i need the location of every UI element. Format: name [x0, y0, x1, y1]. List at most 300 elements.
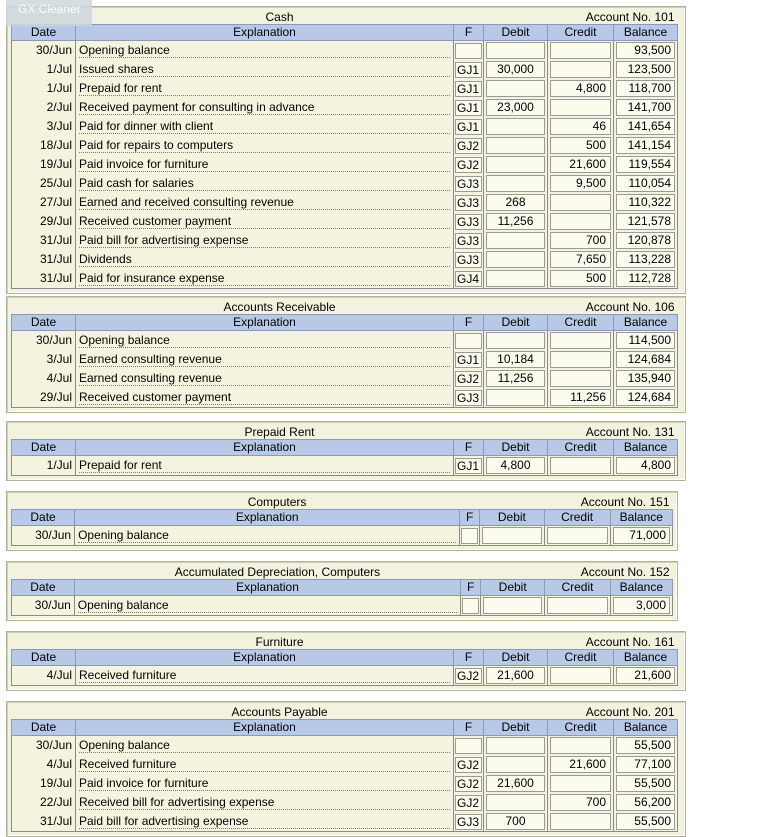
row-ref-field[interactable]: GJ1 [455, 62, 482, 78]
row-explanation-cell [76, 250, 454, 269]
row-credit-field[interactable]: 4,800 [550, 80, 611, 97]
row-balance-field[interactable]: 55,500 [616, 737, 675, 754]
row-date: 30/Jun [12, 526, 75, 546]
column-header-balance: Balance [614, 720, 678, 736]
row-ref-cell [454, 350, 484, 369]
row-ref-cell [454, 736, 484, 756]
row-explanation-cell [76, 774, 454, 793]
row-explanation: Earned and received consulting revenue [79, 195, 450, 210]
row-balance-cell [614, 79, 678, 98]
row-debit-field[interactable] [486, 137, 545, 154]
row-ref-cell [454, 155, 484, 174]
row-balance-field[interactable]: 93,500 [616, 42, 675, 59]
column-header-credit: Credit [548, 440, 614, 456]
row-ref-field[interactable]: GJ1 [455, 458, 482, 474]
row-date: 1/Jul [12, 456, 76, 476]
row-ref-cell [454, 193, 484, 212]
row-explanation: Paid cash for salaries [79, 176, 450, 191]
row-ref-cell [454, 41, 484, 61]
row-explanation: Dividends [79, 252, 450, 267]
row-credit-cell [548, 793, 614, 812]
row-debit-field[interactable] [486, 756, 545, 773]
account-number: Account No. 152 [481, 565, 673, 580]
header-spacer [12, 635, 76, 650]
ledger-row [12, 269, 678, 289]
row-explanation-cell [76, 136, 454, 155]
ledger-row [12, 350, 678, 369]
row-balance-field[interactable]: 55,500 [616, 813, 675, 830]
row-explanation: Paid for insurance expense [79, 271, 450, 286]
column-header-debit: Debit [484, 25, 548, 41]
row-balance-field[interactable]: 114,500 [616, 332, 675, 349]
row-explanation-cell [76, 231, 454, 250]
row-explanation: Received customer payment [79, 214, 450, 229]
row-explanation-cell [76, 174, 454, 193]
row-ref-cell [454, 98, 484, 117]
row-credit-cell [544, 526, 610, 546]
row-balance-cell [614, 250, 678, 269]
row-ref-field[interactable]: GJ1 [455, 81, 482, 97]
ledger-3 [6, 491, 678, 551]
row-ref-field[interactable] [455, 43, 482, 59]
row-explanation: Received customer payment [79, 390, 450, 405]
row-ref-field[interactable]: GJ4 [455, 271, 482, 287]
column-header-credit: Credit [548, 720, 614, 736]
row-debit-field[interactable]: 30,000 [486, 61, 545, 78]
row-debit-field[interactable]: 4,800 [486, 457, 545, 474]
row-explanation-cell [76, 388, 454, 408]
ledger-title: Accumulated Depreciation, Computers [74, 565, 480, 580]
row-debit-cell [480, 526, 545, 546]
header-spacer [12, 425, 76, 440]
row-ref-cell [454, 117, 484, 136]
row-ref-cell [454, 136, 484, 155]
row-debit-cell [484, 331, 548, 351]
column-header-credit: Credit [548, 650, 614, 666]
row-credit-field[interactable] [550, 332, 611, 349]
row-debit-field[interactable]: 21,600 [486, 775, 545, 792]
row-debit-field[interactable] [486, 175, 545, 192]
row-credit-cell [548, 812, 614, 832]
row-balance-field[interactable]: 119,554 [616, 156, 675, 173]
row-ref-cell [454, 269, 484, 289]
row-debit-field[interactable] [486, 332, 545, 349]
row-balance-field[interactable]: 135,940 [616, 370, 675, 387]
row-ref-field[interactable]: GJ3 [455, 252, 482, 268]
row-ref-cell [454, 331, 484, 351]
ledger-2 [6, 421, 686, 481]
row-balance-field[interactable]: 123,500 [616, 61, 675, 78]
row-balance-cell [614, 456, 678, 476]
ledger-title: Cash [76, 10, 484, 25]
row-balance-cell [614, 388, 678, 408]
row-balance-field[interactable]: 21,600 [616, 667, 675, 684]
row-credit-field[interactable] [550, 370, 611, 387]
row-balance-field[interactable]: 124,684 [616, 351, 675, 368]
row-credit-cell [548, 755, 614, 774]
row-balance-field[interactable]: 56,200 [616, 794, 675, 811]
row-credit-cell [548, 117, 614, 136]
ledger-row [12, 79, 678, 98]
row-date: 29/Jul [12, 388, 76, 408]
row-ref-cell [460, 526, 480, 546]
column-header-explanation: Explanation [76, 720, 454, 736]
ledger-table [11, 635, 678, 686]
row-explanation: Paid invoice for furniture [79, 776, 450, 791]
row-debit-cell [484, 136, 548, 155]
row-date: 19/Jul [12, 774, 76, 793]
row-date: 19/Jul [12, 155, 76, 174]
row-balance-field[interactable]: 55,500 [616, 775, 675, 792]
row-debit-field[interactable]: 11,256 [486, 213, 545, 230]
row-debit-field[interactable] [486, 270, 545, 287]
column-header-credit: Credit [544, 510, 610, 526]
row-balance-field[interactable]: 71,000 [613, 527, 671, 544]
row-explanation: Prepaid for rent [79, 81, 450, 96]
row-balance-cell [614, 812, 678, 832]
row-balance-cell [610, 526, 673, 546]
row-credit-cell [548, 60, 614, 79]
row-balance-cell [614, 136, 678, 155]
ledger-row [12, 117, 678, 136]
row-date: 2/Jul [12, 98, 76, 117]
row-debit-field[interactable] [486, 389, 545, 406]
row-date: 18/Jul [12, 136, 76, 155]
row-credit-field[interactable] [547, 597, 607, 614]
account-number: Account No. 201 [484, 705, 678, 720]
row-debit-cell [484, 155, 548, 174]
row-debit-field[interactable] [486, 156, 545, 173]
ledger-row [12, 388, 678, 408]
ledger-row [12, 212, 678, 231]
ledger-row [12, 250, 678, 269]
row-debit-field[interactable] [486, 118, 545, 135]
row-debit-field[interactable]: 268 [486, 194, 545, 211]
row-ref-field[interactable]: GJ3 [455, 176, 482, 192]
row-debit-cell [484, 250, 548, 269]
row-credit-field[interactable] [547, 527, 608, 544]
row-credit-field[interactable] [550, 813, 611, 830]
row-ref-cell [454, 60, 484, 79]
row-explanation-cell [76, 193, 454, 212]
row-debit-field[interactable] [486, 737, 545, 754]
row-balance-cell [614, 736, 678, 756]
row-ref-field[interactable]: GJ2 [455, 757, 482, 773]
column-header-ref: F [454, 315, 484, 331]
row-credit-field[interactable]: 21,600 [550, 756, 611, 773]
row-credit-field[interactable]: 700 [550, 794, 611, 811]
row-debit-field[interactable] [483, 597, 542, 614]
row-balance-cell [614, 666, 678, 686]
column-header-balance: Balance [614, 25, 678, 41]
row-ref-field[interactable]: GJ2 [455, 668, 482, 684]
row-balance-field[interactable]: 3,000 [613, 597, 670, 614]
row-debit-field[interactable]: 10,184 [486, 351, 545, 368]
row-balance-cell [614, 174, 678, 193]
row-ref-field[interactable] [455, 738, 482, 754]
row-credit-field[interactable] [550, 194, 611, 211]
row-date: 30/Jun [12, 41, 76, 61]
row-balance-cell [614, 98, 678, 117]
account-number: Account No. 101 [484, 10, 678, 25]
row-explanation-cell [74, 596, 460, 616]
row-credit-field[interactable] [550, 775, 611, 792]
row-balance-cell [614, 155, 678, 174]
row-explanation: Received payment for consulting in advance [79, 100, 450, 115]
row-credit-field[interactable]: 700 [550, 232, 611, 249]
row-balance-field[interactable]: 141,154 [616, 137, 675, 154]
row-balance-field[interactable]: 110,322 [616, 194, 675, 211]
row-debit-cell [484, 350, 548, 369]
row-debit-field[interactable] [486, 42, 545, 59]
ledger-row [12, 774, 678, 793]
column-header-debit: Debit [484, 440, 548, 456]
row-debit-cell [484, 666, 548, 686]
row-explanation: Paid invoice for furniture [79, 157, 450, 172]
row-balance-cell [614, 793, 678, 812]
row-date: 31/Jul [12, 231, 76, 250]
row-credit-field[interactable] [550, 61, 611, 78]
row-ref-field[interactable]: GJ3 [455, 814, 482, 830]
row-debit-field[interactable]: 11,256 [486, 370, 545, 387]
ledger-row [12, 98, 678, 117]
ledger-row [12, 456, 678, 476]
row-credit-field[interactable] [550, 42, 611, 59]
header-spacer [12, 565, 75, 580]
row-ref-field[interactable]: GJ3 [455, 390, 482, 406]
row-debit-cell [484, 736, 548, 756]
row-credit-field[interactable]: 500 [550, 270, 611, 287]
column-header-ref: F [454, 440, 484, 456]
row-credit-cell [545, 596, 610, 616]
row-ref-field[interactable]: GJ3 [455, 214, 482, 230]
row-explanation-cell [76, 736, 454, 756]
row-explanation: Prepaid for rent [79, 458, 450, 473]
row-credit-field[interactable] [550, 737, 611, 754]
row-balance-cell [614, 212, 678, 231]
row-ref-field[interactable]: GJ1 [455, 119, 482, 135]
row-balance-cell [614, 117, 678, 136]
column-header-balance: Balance [610, 510, 673, 526]
row-debit-cell [484, 41, 548, 61]
row-balance-field[interactable]: 118,700 [616, 80, 675, 97]
row-credit-field[interactable]: 46 [550, 118, 611, 135]
row-explanation-cell [76, 666, 454, 686]
row-explanation-cell [76, 41, 454, 61]
ledger-row [12, 136, 678, 155]
row-ref-cell [461, 596, 481, 616]
ledger-row [12, 369, 678, 388]
row-explanation: Earned consulting revenue [79, 371, 450, 386]
row-balance-field[interactable]: 112,728 [616, 270, 675, 287]
row-explanation: Opening balance [78, 528, 456, 543]
column-header-ref: F [454, 650, 484, 666]
row-credit-cell [548, 369, 614, 388]
row-credit-cell [548, 666, 614, 686]
row-debit-field[interactable] [482, 527, 542, 544]
row-debit-cell [484, 812, 548, 832]
row-ref-cell [454, 212, 484, 231]
header-spacer [12, 300, 76, 315]
account-number: Account No. 106 [484, 300, 678, 315]
row-debit-cell [484, 231, 548, 250]
row-ref-field[interactable]: GJ2 [455, 776, 482, 792]
row-explanation-cell [76, 331, 454, 351]
row-ref-field[interactable] [461, 528, 478, 544]
row-debit-cell [484, 793, 548, 812]
row-ref-field[interactable]: GJ2 [455, 371, 482, 387]
row-debit-field[interactable] [486, 794, 545, 811]
row-credit-field[interactable]: 11,256 [550, 389, 611, 406]
row-debit-cell [484, 117, 548, 136]
column-header-balance: Balance [614, 315, 678, 331]
row-balance-field[interactable]: 120,878 [616, 232, 675, 249]
row-ref-field[interactable]: GJ1 [455, 352, 482, 368]
row-debit-cell [484, 212, 548, 231]
row-date: 1/Jul [12, 60, 76, 79]
column-header-date: Date [12, 720, 76, 736]
ledger-row [12, 155, 678, 174]
ledger-row [12, 331, 678, 351]
row-ref-field[interactable]: GJ3 [455, 233, 482, 249]
row-debit-cell [484, 456, 548, 476]
column-header-ref: F [461, 580, 481, 596]
row-balance-cell [614, 269, 678, 289]
row-explanation-cell [76, 456, 454, 476]
column-header-ref: F [454, 720, 484, 736]
row-credit-cell [548, 456, 614, 476]
header-spacer [12, 705, 76, 720]
row-explanation-cell [76, 79, 454, 98]
row-debit-field[interactable]: 21,600 [486, 667, 545, 684]
row-explanation: Paid for repairs to computers [79, 138, 450, 153]
ledger-title: Prepaid Rent [76, 425, 484, 440]
row-credit-cell [548, 212, 614, 231]
ledger-table [11, 705, 678, 832]
row-ref-cell [454, 666, 484, 686]
column-header-date: Date [12, 25, 76, 41]
row-ref-field[interactable]: GJ2 [455, 157, 482, 173]
row-debit-field[interactable] [486, 251, 545, 268]
row-date: 22/Jul [12, 793, 76, 812]
row-credit-cell [548, 79, 614, 98]
row-explanation-cell [76, 350, 454, 369]
row-balance-field[interactable]: 121,578 [616, 213, 675, 230]
row-credit-field[interactable] [550, 667, 611, 684]
row-date: 4/Jul [12, 755, 76, 774]
row-date: 31/Jul [12, 250, 76, 269]
column-header-debit: Debit [480, 510, 545, 526]
row-debit-cell [484, 388, 548, 408]
row-explanation-cell [76, 60, 454, 79]
row-debit-cell [484, 174, 548, 193]
row-explanation: Opening balance [78, 598, 457, 613]
row-balance-cell [614, 755, 678, 774]
row-debit-field[interactable]: 23,000 [486, 99, 545, 116]
row-balance-field[interactable]: 141,700 [616, 99, 675, 116]
row-ref-field[interactable]: GJ3 [455, 195, 482, 211]
column-header-explanation: Explanation [76, 25, 454, 41]
row-date: 1/Jul [12, 79, 76, 98]
row-balance-field[interactable]: 141,654 [616, 118, 675, 135]
row-debit-field[interactable] [486, 80, 545, 97]
ledger-title: Furniture [76, 635, 484, 650]
row-balance-field[interactable]: 113,228 [616, 251, 675, 268]
column-header-ref: F [460, 510, 480, 526]
row-credit-cell [548, 250, 614, 269]
ledger-title: Computers [75, 495, 480, 510]
row-debit-cell [484, 193, 548, 212]
row-credit-field[interactable]: 7,650 [550, 251, 611, 268]
row-ref-field[interactable]: GJ2 [455, 138, 482, 154]
row-credit-cell [548, 155, 614, 174]
row-explanation-cell [76, 269, 454, 289]
row-date: 3/Jul [12, 350, 76, 369]
row-debit-field[interactable]: 700 [486, 813, 545, 830]
row-explanation-cell [76, 212, 454, 231]
row-explanation: Received furniture [79, 668, 450, 683]
row-ref-cell [454, 388, 484, 408]
row-credit-field[interactable]: 500 [550, 137, 611, 154]
row-ref-field[interactable]: GJ2 [455, 795, 482, 811]
row-ref-cell [454, 250, 484, 269]
row-balance-field[interactable]: 4,800 [616, 457, 675, 474]
row-date: 25/Jul [12, 174, 76, 193]
row-credit-cell [548, 136, 614, 155]
row-explanation-cell [76, 369, 454, 388]
ledger-table [11, 300, 678, 408]
ledger-row [12, 193, 678, 212]
row-balance-field[interactable]: 77,100 [616, 756, 675, 773]
row-balance-field[interactable]: 124,684 [616, 389, 675, 406]
row-balance-cell [614, 41, 678, 61]
column-header-date: Date [12, 580, 75, 596]
column-header-explanation: Explanation [76, 650, 454, 666]
row-credit-field[interactable] [550, 457, 611, 474]
row-explanation: Opening balance [79, 738, 450, 753]
ledger-table [11, 495, 673, 546]
column-header-explanation: Explanation [75, 510, 460, 526]
row-credit-cell [548, 174, 614, 193]
row-explanation: Issued shares [79, 62, 450, 77]
row-debit-field[interactable] [486, 232, 545, 249]
row-credit-field[interactable]: 9,500 [550, 175, 611, 192]
ledger-6 [6, 701, 686, 837]
row-explanation: Paid bill for advertising expense [79, 233, 450, 248]
column-header-debit: Debit [484, 650, 548, 666]
row-ref-field[interactable] [455, 333, 482, 349]
row-credit-cell [548, 331, 614, 351]
row-credit-cell [548, 41, 614, 61]
row-ref-cell [454, 369, 484, 388]
row-ref-field[interactable]: GJ1 [455, 100, 482, 116]
row-ref-field[interactable] [462, 598, 479, 614]
ledger-0 [6, 6, 686, 294]
account-number: Account No. 151 [480, 495, 673, 510]
row-ref-cell [454, 231, 484, 250]
row-debit-cell [484, 98, 548, 117]
row-balance-field[interactable]: 110,054 [616, 175, 675, 192]
ledger-1 [6, 296, 686, 413]
row-credit-cell [548, 231, 614, 250]
row-credit-field[interactable] [550, 213, 611, 230]
column-header-ref: F [454, 25, 484, 41]
row-explanation-cell [76, 155, 454, 174]
row-credit-field[interactable] [550, 99, 611, 116]
row-credit-field[interactable]: 21,600 [550, 156, 611, 173]
ledger-row [12, 60, 678, 79]
row-credit-field[interactable] [550, 351, 611, 368]
